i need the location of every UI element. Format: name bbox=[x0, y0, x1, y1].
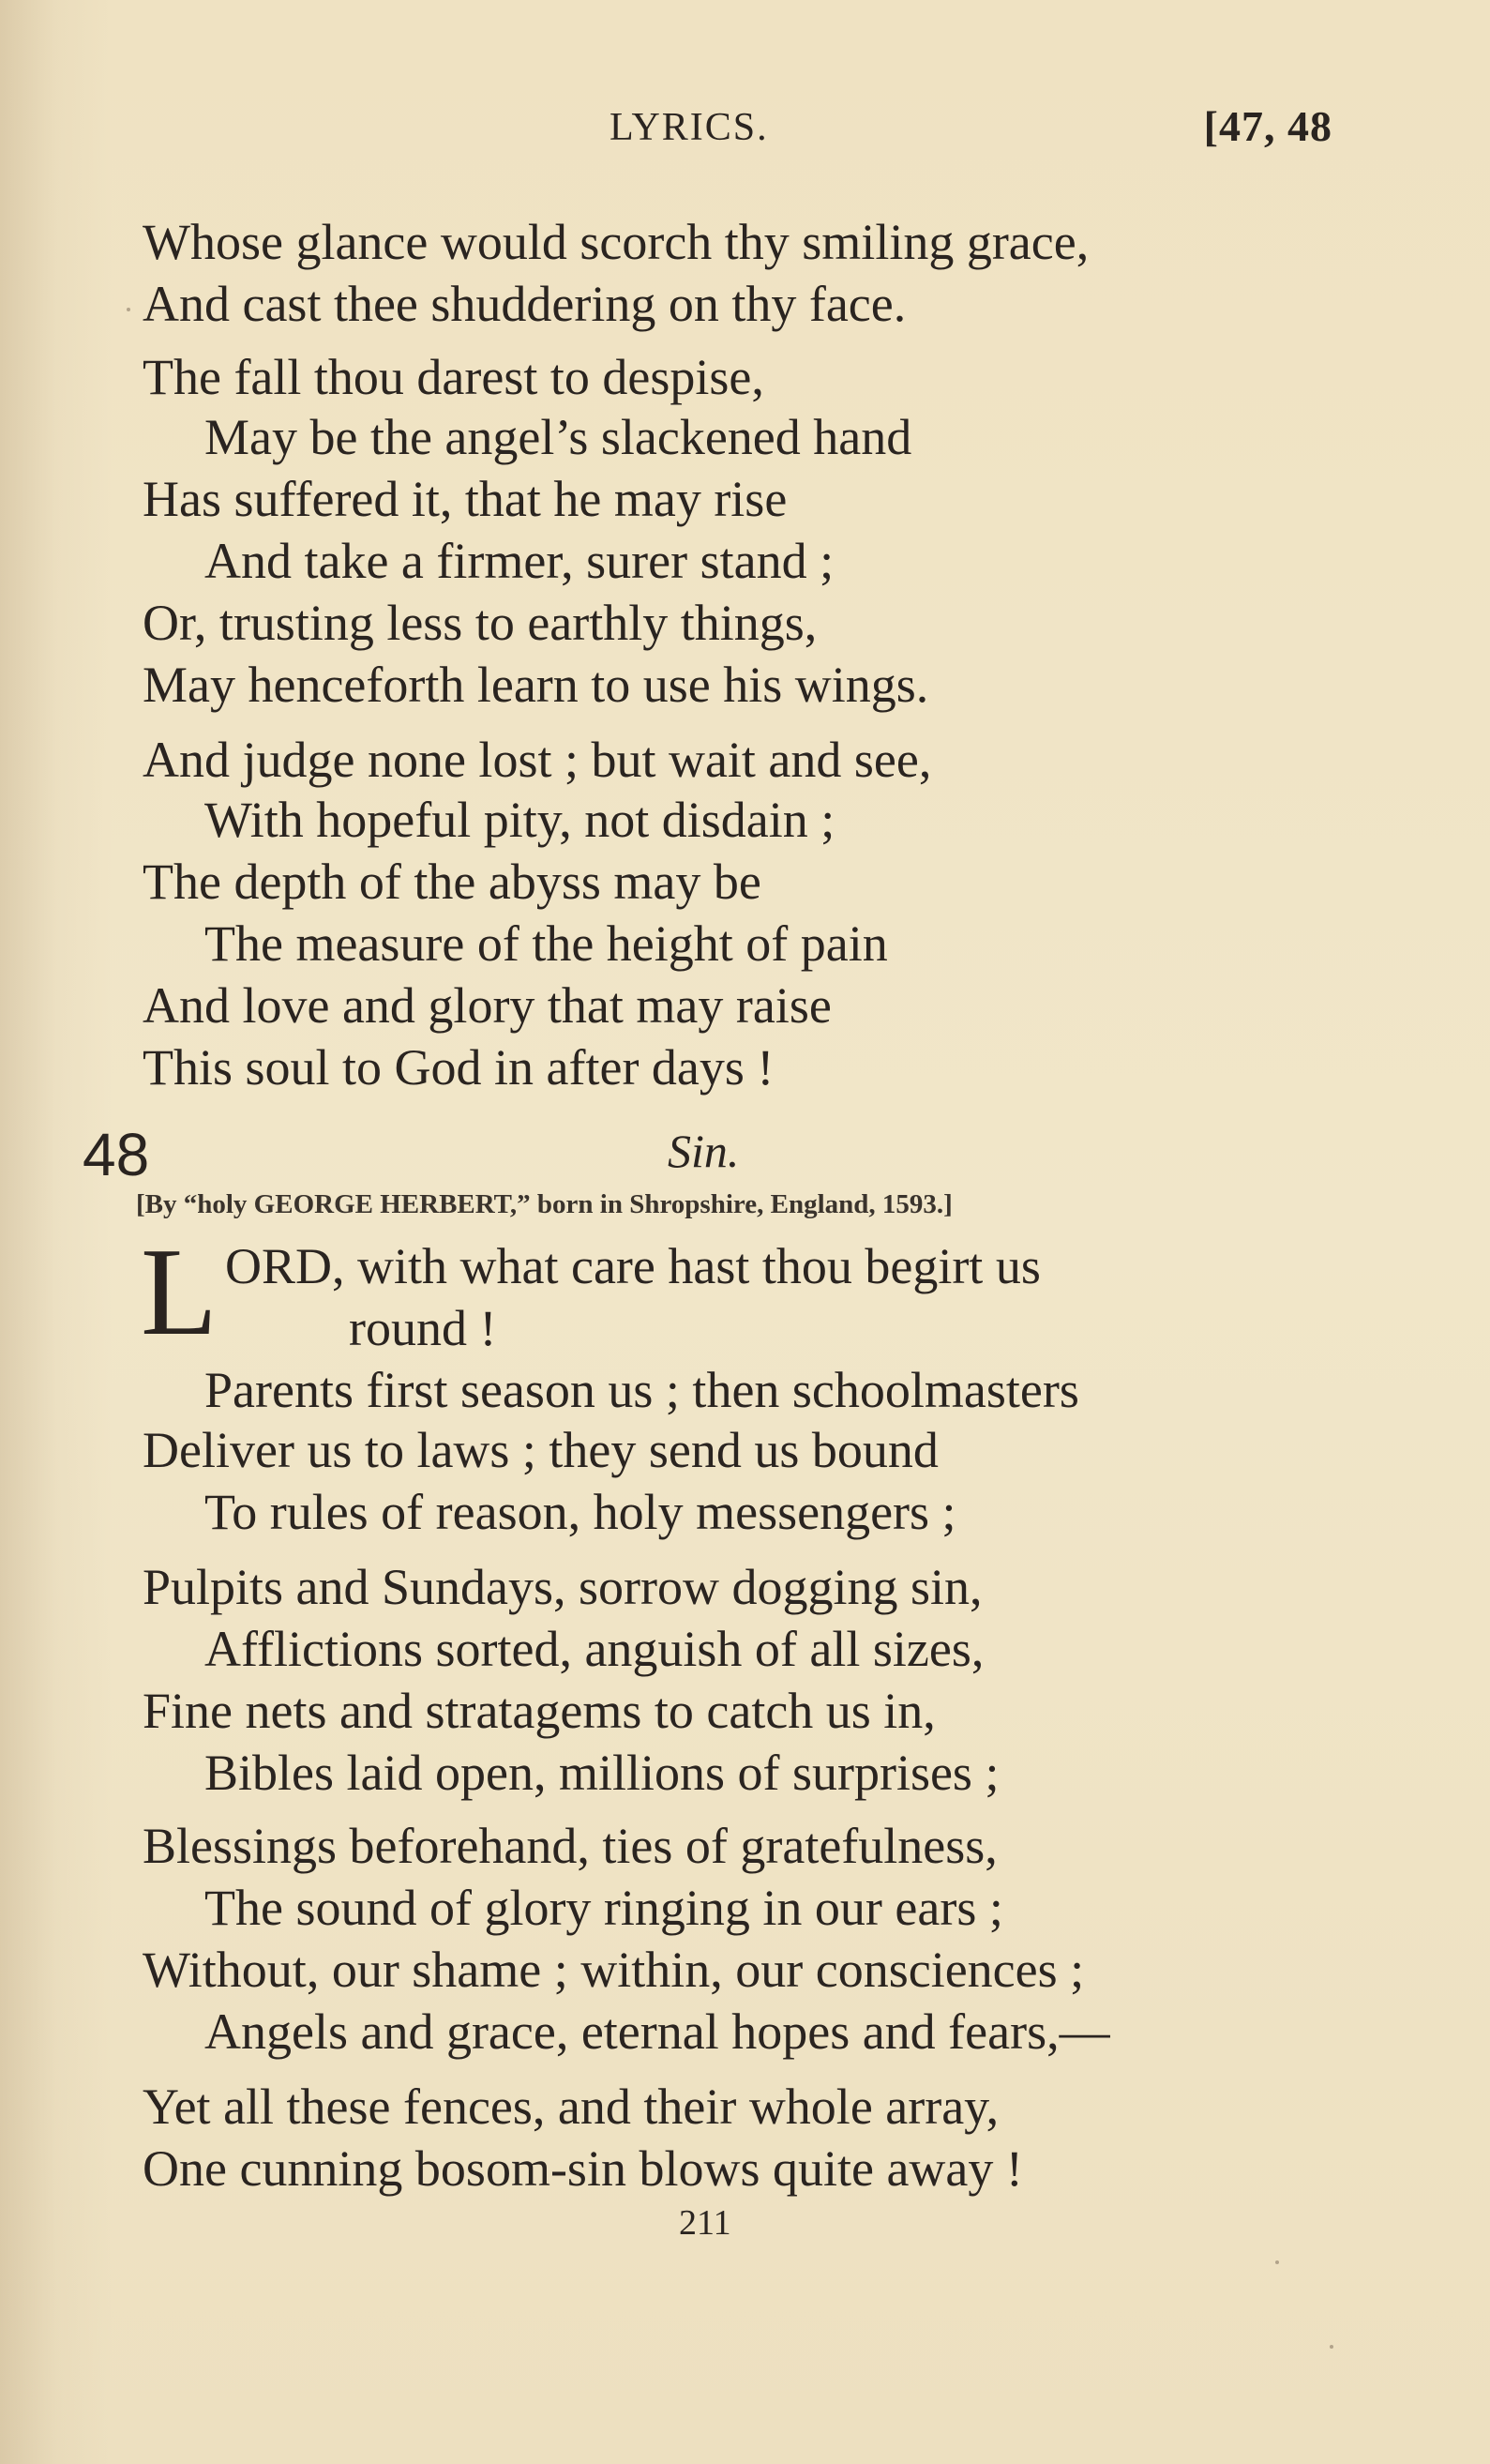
verse-line: May be the angel’s slackened hand bbox=[204, 409, 912, 465]
verse-line: ORD, with what care hast thou begirt us bbox=[225, 1238, 1041, 1294]
verse-line: This soul to God in after days ! bbox=[143, 1039, 775, 1096]
verse-line: The sound of glory ringing in our ears ; bbox=[204, 1880, 1003, 1936]
paper-speck bbox=[127, 308, 130, 311]
running-title: LYRICS. bbox=[610, 106, 769, 149]
paper-speck bbox=[1330, 2345, 1333, 2349]
verse-line: round ! bbox=[349, 1300, 497, 1356]
verse-line: Afflictions sorted, anguish of all sizes, bbox=[204, 1621, 985, 1677]
verse-line: Without, our shame ; within, our consciences ; bbox=[143, 1942, 1085, 1998]
verse-line: Pulpits and Sundays, sorrow dogging sin, bbox=[143, 1559, 983, 1615]
verse-line: And judge none lost ; but wait and see, bbox=[143, 732, 932, 788]
drop-cap: L bbox=[141, 1222, 218, 1361]
verse-line: The depth of the abyss may be bbox=[143, 854, 761, 910]
hymn-number: 48 bbox=[83, 1121, 150, 1188]
hymn-attribution: [By “holy GEORGE HERBERT,” born in Shropshire, England, 1593.] bbox=[136, 1189, 953, 1219]
verse-line: Whose glance would scorch thy smiling grace, bbox=[143, 214, 1090, 270]
verse-line: Blessings beforehand, ties of gratefulness, bbox=[143, 1818, 998, 1874]
hymn-range: [47, 48 bbox=[1203, 102, 1332, 150]
verse-line: Or, trusting less to earthly things, bbox=[143, 595, 818, 651]
verse-line: Yet all these fences, and their whole array, bbox=[143, 2079, 1000, 2135]
verse-line: To rules of reason, holy messengers ; bbox=[204, 1484, 956, 1540]
verse-line: Deliver us to laws ; they send us bound bbox=[143, 1422, 939, 1478]
verse-line: May henceforth learn to use his wings. bbox=[143, 657, 929, 713]
verse-line: And cast thee shuddering on thy face. bbox=[143, 276, 907, 332]
verse-line: Bibles laid open, millions of surprises ; bbox=[204, 1745, 1000, 1801]
verse-line: The measure of the height of pain bbox=[204, 915, 888, 972]
verse-line: One cunning bosom-sin blows quite away ! bbox=[143, 2140, 1023, 2197]
paper-speck bbox=[1275, 2260, 1279, 2264]
verse-line: Has suffered it, that he may rise bbox=[143, 471, 788, 527]
verse-line: With hopeful pity, not disdain ; bbox=[204, 792, 835, 848]
verse-line: Angels and grace, eternal hopes and fears,— bbox=[204, 2003, 1110, 2060]
verse-line: And love and glory that may raise bbox=[143, 977, 832, 1034]
verse-line: And take a firmer, surer stand ; bbox=[204, 533, 835, 589]
verse-line: Parents first season us ; then schoolmasters bbox=[204, 1362, 1079, 1418]
verse-line: The fall thou darest to despise, bbox=[143, 349, 764, 405]
page-number: 211 bbox=[679, 2203, 731, 2243]
verse-line: Fine nets and stratagems to catch us in, bbox=[143, 1683, 936, 1739]
hymn-title: Sin. bbox=[668, 1125, 740, 1177]
page-header bbox=[0, 102, 1490, 161]
